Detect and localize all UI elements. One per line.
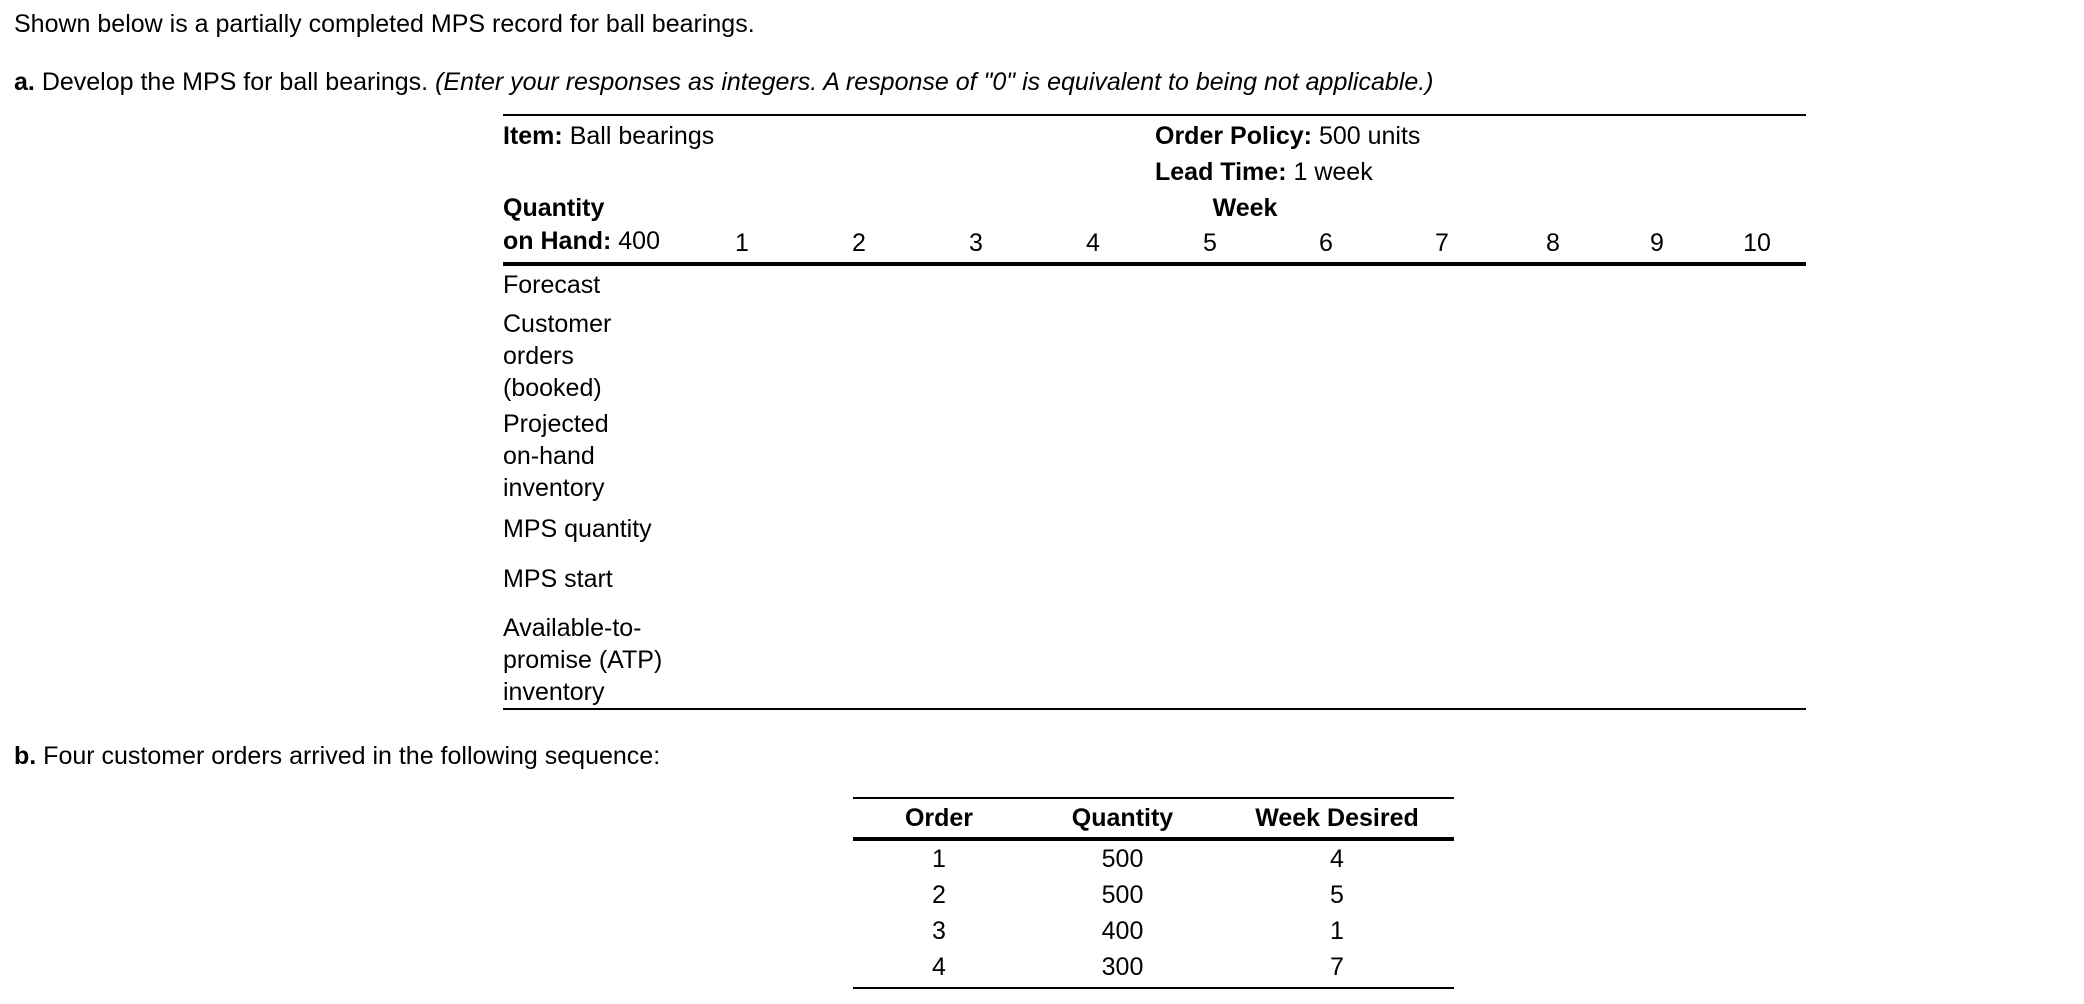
week-7: 7 (1435, 229, 1449, 257)
part-a-instruction (14, 68, 1434, 97)
orders-header-week-desired: Week Desired (1255, 804, 1419, 832)
intro-text: Shown below is a partially completed MPS record for ball bearings. (14, 10, 755, 38)
quantity-label: Quantity (503, 194, 605, 222)
row-customer-orders: Customer orders (booked) (503, 310, 612, 402)
order-policy-value: 500 units (1318, 122, 1421, 150)
lead-time-value: 1 week (1293, 158, 1373, 186)
week-9: 9 (1650, 229, 1664, 257)
lead-time-label: Lead Time: (1155, 158, 1287, 186)
week-4: 4 (1086, 229, 1100, 257)
mps-top-rule (503, 114, 1806, 116)
mps-header-rule (503, 262, 1806, 266)
part-a-note: (Enter your responses as integers. A response of "0" is equivalent to being not applicable.) (435, 68, 1434, 96)
orders-header-order: Order (904, 804, 974, 832)
row-mps-start: MPS start (503, 565, 613, 593)
week-2: 2 (852, 229, 866, 257)
part-b-label: b. (14, 742, 37, 770)
week-6: 6 (1319, 229, 1333, 257)
week-heading: Week (1212, 194, 1278, 222)
item-label: Item: (503, 122, 563, 150)
item-field (503, 122, 714, 151)
orders-header-quantity: Quantity (1071, 804, 1174, 832)
on-hand-field (503, 227, 660, 256)
part-a-label: a. (14, 68, 35, 96)
item-value: Ball bearings (569, 122, 715, 150)
orders-header-rule (853, 837, 1454, 841)
row-forecast: Forecast (503, 271, 601, 299)
part-a-text: Develop the MPS for ball bearings. (41, 68, 429, 96)
order-policy-field (1155, 122, 1420, 151)
order-policy-label: Order Policy: (1155, 122, 1312, 150)
part-b-text: Four customer orders arrived in the following sequence: (43, 742, 661, 770)
week-3: 3 (969, 229, 983, 257)
orders-bottom-rule (853, 987, 1454, 989)
week-5: 5 (1203, 229, 1217, 257)
on-hand-label: on Hand: (503, 227, 612, 255)
row-atp: Available-to- promise (ATP) inventory (503, 614, 663, 706)
lead-time-field (1155, 158, 1373, 187)
part-b-instruction (14, 742, 660, 771)
mps-bottom-rule (503, 708, 1806, 710)
week-10: 10 (1743, 229, 1771, 257)
on-hand-value: 400 (618, 227, 660, 255)
row-projected-on-hand: Projected on-hand inventory (503, 410, 609, 502)
orders-top-rule (853, 797, 1454, 799)
week-1: 1 (735, 229, 749, 257)
row-mps-quantity: MPS quantity (503, 515, 652, 543)
week-8: 8 (1546, 229, 1560, 257)
